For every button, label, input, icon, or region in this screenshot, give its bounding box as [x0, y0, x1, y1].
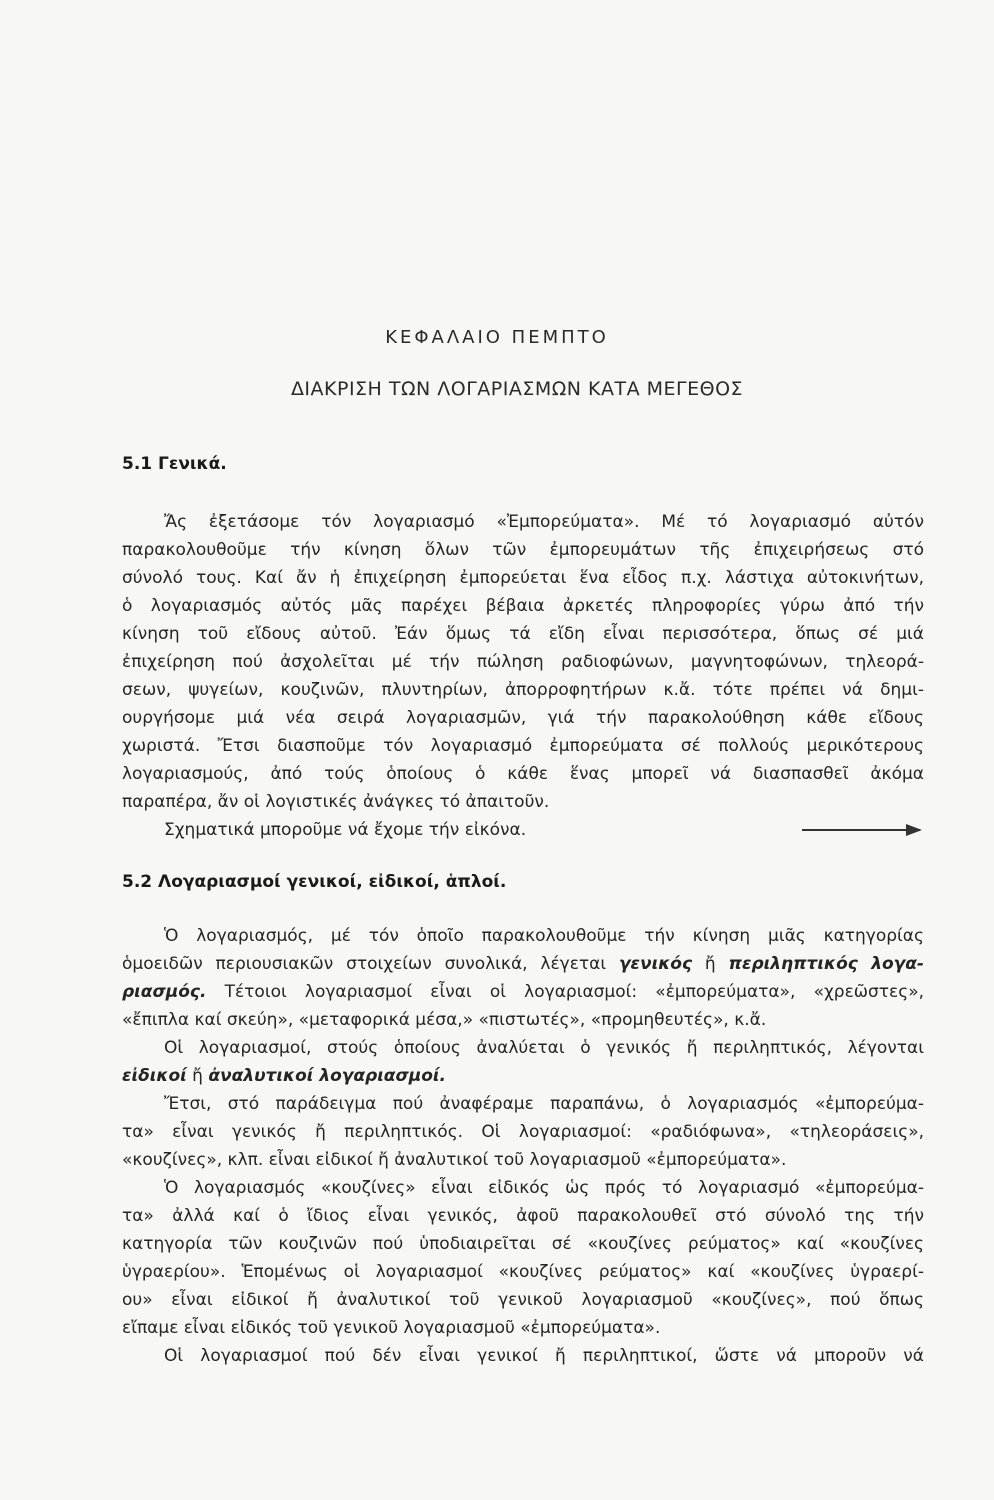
paragraph-line: Οἱ λογαριασμοί, στούς ὁποίους ἀναλύεται ὁ γενικός ἤ περιληπτικός, λέγονται	[164, 1038, 924, 1058]
paragraph-line: ὑγραερίου». Ἑπομένως οἱ λογαριασμοί «κουζίνες ρεύματος» καί «κουζίνες ὑγραερί-	[122, 1262, 924, 1282]
paragraph-line: ριασμός. Τέτοιοι λογαριασμοί εἶναι οἱ λογαριασμοί: «ἐμπορεύματα», «χρεῶστες»,	[122, 982, 924, 1002]
paragraph-line: Ὁ λογαριασμός, μέ τόν ὁποῖο παρακολουθοῦμε τήν κίνηση μιᾶς κατηγορίας	[164, 926, 924, 946]
paragraph-line: ου» εἶναι εἰδικοί ἤ ἀναλυτικοί τοῦ γενικοῦ λογαριασμοῦ «κουζίνες», πού ὅπως	[122, 1290, 924, 1310]
paragraph-line: κίνηση τοῦ εἴδους αὐτοῦ. Ἐάν ὅμως τά εἴδη εἶναι περισσότερα, ὅπως σέ μιά	[122, 624, 924, 644]
term-analytical-accounts: ἀναλυτικοί λογαριασμοί.	[208, 1066, 447, 1086]
paragraph-line: τα» ἀλλά καί ὁ ἴδιος εἶναι γενικός, ἀφοῦ παρακολουθεῖ στό σύνολό της τήν	[122, 1206, 924, 1226]
section-2-body	[122, 922, 924, 1370]
paragraph-line: «ἔπιπλα καί σκεύη», «μεταφορικά μέσα,» «πιστωτές», «προμηθευτές», κ.ἄ.	[122, 1010, 767, 1030]
paragraph-line: ἐπιχείρηση πού ἀσχολεῖται μέ τήν πώληση ραδιοφώνων, μαγνητοφώνων, τηλεορά-	[122, 652, 924, 672]
paragraph-line: χωριστά. Ἔτσι διασποῦμε τόν λογαριασμό ἐμπορεύματα σέ πολλούς μερικότερους	[122, 736, 924, 756]
figure-reference-text: Σχηματικά μποροῦμε νά ἔχομε τήν εἰκόνα.	[164, 820, 527, 840]
paragraph-line: κατηγορία τῶν κουζινῶν πού ὑποδιαιρεῖται σέ «κουζίνες ρεύματος» καί «κουζίνες	[122, 1234, 924, 1254]
paragraph-line: Οἱ λογαριασμοί πού δέν εἶναι γενικοί ἤ περιληπτικοί, ὥστε νά μποροῦν νά	[164, 1346, 924, 1366]
chapter-title: ΔΙΑΚΡΙΣΗ ΤΩΝ ΛΟΓΑΡΙΑΣΜΩΝ ΚΑΤΑ ΜΕΓΕΘΟΣ	[290, 378, 744, 400]
paragraph-line: λογαριασμούς, ἀπό τούς ὁποίους ὁ κάθε ἕνας μπορεῖ νά διασπασθεῖ ἀκόμα	[122, 764, 924, 784]
term-specific: εἰδικοί	[122, 1066, 187, 1086]
section-2-heading: 5.2 Λογαριασμοί γενικοί, εἰδικοί, ἁπλοί.	[122, 872, 507, 892]
paragraph-line: ὁ λογαριασμός αὐτός μᾶς παρέχει βέβαια ἀρκετές πληροφορίες γύρω ἀπό τήν	[122, 596, 924, 616]
section-1-body	[122, 508, 924, 844]
paragraph-line: Ἄς ἐξετάσομε τόν λογαριασμό «Ἐμπορεύματα». Μέ τό λογαριασμό αὐτόν	[164, 512, 924, 532]
paragraph-line: εἰδικοί ἤ ἀναλυτικοί λογαριασμοί.	[122, 1066, 447, 1086]
right-arrow-icon	[802, 829, 920, 831]
paragraph-line: ὁμοειδῶν περιουσιακῶν στοιχείων συνολικά, λέγεται γενικός ἤ περιληπτικός λογα-	[122, 954, 924, 974]
paragraph-line: παρακολουθοῦμε τήν κίνηση ὅλων τῶν ἐμπορευμάτων τῆς ἐπιχειρήσεως στό	[122, 540, 924, 560]
chapter-label: ΚΕΦΑΛΑΙΟ ΠΕΜΠΤΟ	[385, 327, 609, 348]
paragraph-line: Ὁ λογαριασμός «κουζίνες» εἶναι εἰδικός ὡς πρός τό λογαριασμό «ἐμπορεύμα-	[164, 1178, 924, 1198]
term-summary-account: περιληπτικός λογα-	[728, 954, 924, 974]
paragraph-line: Ἔτσι, στό παράδειγμα πού ἀναφέραμε παραπάνω, ὁ λογαριασμός «ἐμπορεύμα-	[164, 1094, 924, 1114]
paragraph-line: σεων, ψυγείων, κουζινῶν, πλυντηρίων, ἀπορροφητήρων κ.ἄ. τότε πρέπει νά δημι-	[122, 680, 924, 700]
paragraph-line: σύνολό τους. Καί ἄν ἡ ἐπιχείρηση ἐμπορεύεται ἕνα εἶδος π.χ. λάστιχα αὐτοκινήτων,	[122, 568, 924, 588]
paragraph-line: «κουζίνες», κλπ. εἶναι εἰδικοί ἤ ἀναλυτικοί τοῦ λογαριασμοῦ «ἐμπορεύματα».	[122, 1150, 787, 1170]
paragraph-line: εἴπαμε εἶναι εἰδικός τοῦ γενικοῦ λογαριασμοῦ «ἐμπορεύματα».	[122, 1318, 661, 1338]
section-1-heading: 5.1 Γενικά.	[122, 454, 227, 474]
paragraph-line: τα» εἶναι γενικός ἤ περιληπτικός. Οἱ λογαριασμοί: «ραδιόφωνα», «τηλεοράσεις»,	[122, 1122, 924, 1142]
paragraph-line: παραπέρα, ἄν οἱ λογιστικές ἀνάγκες τό ἀπαιτοῦν.	[122, 792, 550, 812]
figure-reference-line	[122, 816, 924, 844]
paragraph-line: ουργήσομε μιά νέα σειρά λογαριασμῶν, γιά τήν παρακολούθηση κάθε εἴδους	[122, 708, 924, 728]
term-general: γενικός	[618, 954, 693, 974]
